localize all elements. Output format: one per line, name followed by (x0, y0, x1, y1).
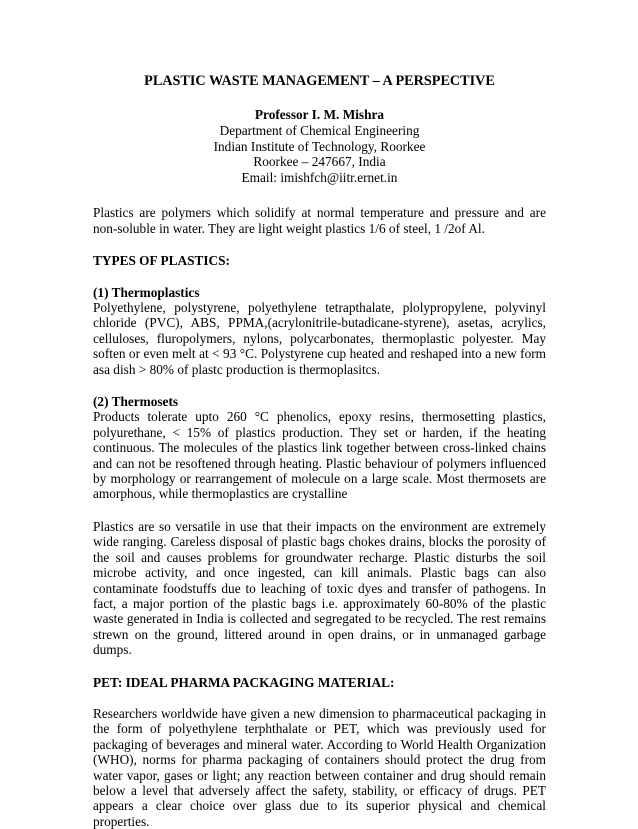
thermosets-heading: (2) Thermosets (93, 394, 179, 410)
author-location: Roorkee – 247667, India (253, 154, 386, 170)
types-heading: TYPES OF PLASTICS: (93, 253, 230, 269)
thermoplastics-paragraph: Polyethylene, polystyrene, polyethylene tetrapthalate, plolypropylene, polyvinyl chloride (PVC), ABS, PPMA,(acrylonitrile-butadicane-styrene), asetas, acrylics, celluloses, fluropolymers, nylons, polycarbonates, thermoplastic polyester. May soften or even melt at < 93 °C. Polystyrene cup heated and reshaped into a new form asa dish > 80% of plastc production is thermoplasitcs. (93, 300, 546, 377)
pet-paragraph: Researchers worldwide have given a new dimension to pharmaceutical packaging in the form of polyethylene terphthalate or PET, which was previously used for packaging of beverages and mineral water. According to World Health Organization (WHO), norms for pharma packaging of containers should protect the drug from water vapor, gases or light; any reaction between container and drug should remain below a level that adversely affect the safety, stability, or efficacy of drugs. PET appears a clear choice over glass due to its superior physical and chemical properties. (93, 705, 546, 829)
document-title: PLASTIC WASTE MANAGEMENT – A PERSPECTIVE (144, 73, 495, 89)
thermosets-paragraph: Products tolerate upto 260 °C phenolics, epoxy resins, thermosetting plastics, polyurethane, < 15% of plastics production. They set or harden, if the heating continuous. The molecules of the plastics link together between cross-linked chains and can not be resoftened through heating. Plastic behaviour of polymers influenced by morphology or rearrangement of molecule on a large scale. Most thermosets are amorphous, while thermoplastics are crystalline (93, 409, 546, 502)
thermoplastics-heading: (1) Thermoplastics (93, 284, 200, 300)
author-institute: Indian Institute of Technology, Roorkee (213, 138, 426, 154)
author-name: Professor I. M. Mishra (254, 107, 385, 123)
impact-paragraph: Plastics are so versatile in use that their impacts on the environment are extremely wide ranging. Careless disposal of plastic bags chokes drains, blocks the porosity of the soil and causes problems for groundwater recharge. Plastic disturbs the soil microbe activity, and once ingested, can kill animals. Plastic bags can also contaminate foodstuffs due to leaching of toxic dyes and transfer of pathogens. In fact, a major portion of the plastic bags i.e. approximately 60-80% of the plastic waste generated in India is collected and segregated to be recycled. The rest remains strewn on the ground, littered around in open drains, or in unmanaged garbage dumps. (93, 518, 546, 658)
author-department: Department of Chemical Engineering (219, 123, 420, 138)
author-email: Email: imishfch@iitr.ernet.in (241, 169, 398, 185)
author-block (93, 107, 546, 185)
pet-heading: PET: IDEAL PHARMA PACKAGING MATERIAL: (93, 674, 395, 690)
intro-paragraph: Plastics are polymers which solidify at normal temperature and pressure and are non-soluble in water. They are light weight plastics 1/6 of steel, 1 /2of Al. (93, 205, 546, 236)
